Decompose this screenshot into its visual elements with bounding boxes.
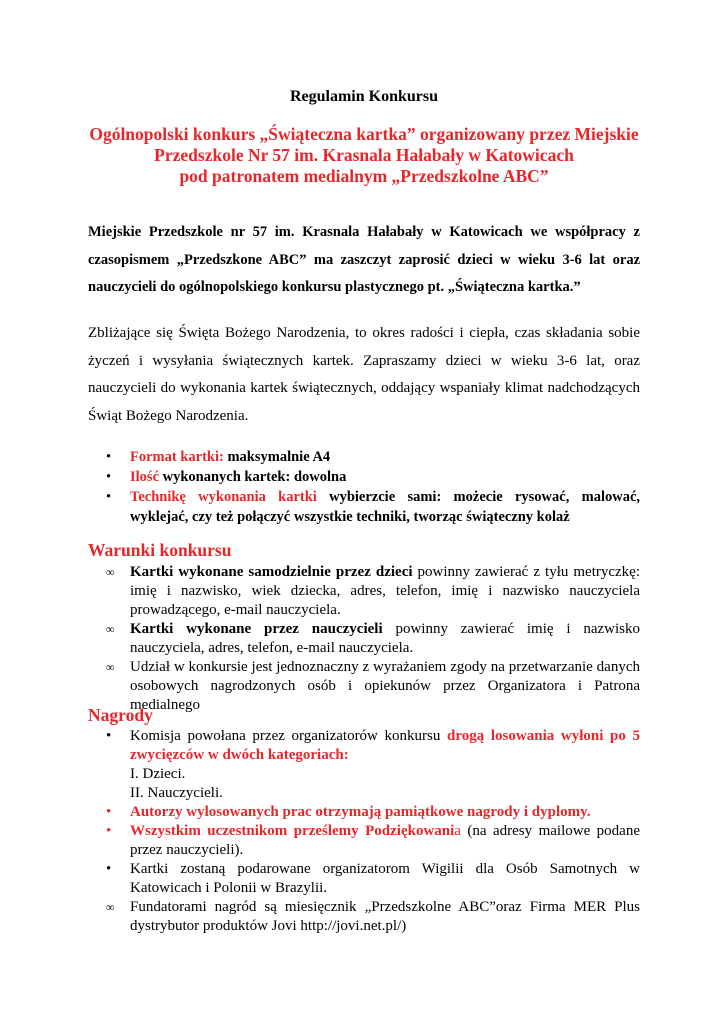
subtitle-line-1: Ogólnopolski konkurs „Świąteczna kartka” organizowany przez Miejskie — [89, 124, 639, 144]
subtitle-line-3: pod patronatem medialnym „Przedszkolne ABC” — [179, 166, 549, 186]
format-label: Format kartki: — [130, 449, 224, 465]
prize-donation-text: Kartki zostaną podarowane organizatorom Wigilii dla Osób Samotnych w Katowicach i Polonii w Brazylii. — [130, 861, 640, 896]
prize-awards-text: Autorzy wylosowanych prac otrzymają pamiątkowe nagrody i dyplomy. — [130, 804, 591, 820]
condition-text: powinny zawierać z tyłu metryczkę: imię i nazwisko, wiek dziecka, adres, telefon, imię i nazwisko nauczyciela prowadzącego, e-mail nauczyciela. — [130, 564, 641, 618]
prize-thanks-text: Wszystkim uczestnikom prześlemy Podziękowani — [130, 823, 455, 839]
prizes-heading: Nagrody — [88, 705, 153, 725]
category-children: I. Dzieci. — [130, 766, 186, 782]
condition-bold: Kartki wykonane samodzielnie przez dzieci — [130, 564, 413, 580]
list-item — [88, 822, 640, 860]
prize-text: Komisja powołana przez organizatorów konkursu — [130, 728, 448, 744]
card-format-list — [88, 447, 640, 527]
list-item — [88, 447, 640, 467]
bullet-marker: • — [106, 449, 112, 465]
list-item — [88, 487, 640, 527]
document-title: Regulamin Konkursu — [289, 88, 439, 105]
infinity-marker: ∞ — [106, 622, 115, 636]
infinity-marker: ∞ — [106, 565, 115, 579]
contest-subtitle — [88, 124, 640, 187]
conditions-heading: Warunki konkursu — [88, 540, 232, 560]
subtitle-line-2: Przedszkole Nr 57 im. Krasnala Hałabały w Katowicach — [154, 145, 574, 165]
conditions-list — [88, 563, 640, 715]
condition-text: Udział w konkursie jest jednoznaczny z wyrażaniem zgody na przetwarzanie danych osobowych nagrodzonych osób i opiekunów przez Organizatora i Patrona medialnego — [130, 659, 640, 713]
technique-label: Technikę wykonania kartki — [130, 489, 317, 505]
prizes-list — [88, 727, 640, 936]
list-item — [88, 803, 640, 822]
list-item — [88, 467, 640, 487]
category-teachers: II. Nauczycieli. — [130, 785, 223, 801]
bullet-marker: • — [106, 823, 112, 839]
quantity-label: Ilość — [130, 469, 159, 485]
list-item — [88, 658, 640, 715]
list-item — [88, 563, 640, 620]
infinity-marker: ∞ — [106, 660, 115, 674]
list-item — [88, 898, 640, 936]
prize-sponsors-text: Fundatorami nagród są miesięcznik „Przedszkolne ABC”oraz Firma MER Plus dystrybutor produktów Jovi http://jovi.net.pl/) — [130, 899, 640, 934]
prize-thanks-note: (na adresy mailowe podane przez nauczycieli). — [130, 823, 640, 858]
format-value: maksymalnie A4 — [223, 449, 331, 465]
condition-bold: Kartki wykonane przez nauczycieli — [130, 621, 383, 637]
condition-text: powinny zawierać imię i nazwisko nauczyciela, adres, telefon, e-mail nauczyciela. — [130, 621, 641, 656]
bullet-marker: • — [106, 469, 112, 485]
list-item — [88, 620, 640, 658]
bullet-marker: • — [106, 489, 112, 505]
bullet-marker: • — [106, 861, 112, 877]
infinity-marker: ∞ — [106, 900, 115, 914]
prize-thanks-suffix: a — [454, 823, 461, 839]
technique-value: wybierzcie sami: możecie rysować, malować, wyklejać, czy też połączyć wszystkie techniki, tworząc świąteczny kolaż — [130, 489, 641, 525]
list-item — [88, 727, 640, 803]
bullet-marker: • — [106, 728, 112, 744]
list-item — [88, 860, 640, 898]
description-paragraph: Zbliżające się Święta Bożego Narodzenia, to okres radości i ciepła, czas składania sobie życzeń i wysyłania świątecznych kartek. Zapraszamy dzieci w wieku 3-6 lat, oraz nauczycieli do wykonania kartek świątecznych, oddający wspaniały klimat nadchodzących Świąt Bożego Narodzenia. — [88, 325, 640, 424]
bullet-marker: • — [106, 804, 112, 820]
quantity-value: wykonanych kartek: dowolna — [159, 469, 347, 485]
prize-draw-text: drogą losowania wyłoni po 5 zwycięzców w dwóch kategoriach: — [130, 728, 640, 763]
intro-paragraph: Miejskie Przedszkole nr 57 im. Krasnala Hałabały w Katowicach we współpracy z czasopismem „Przedszkone ABC” ma zaszczyt zaprosić dzieci w wieku 3-6 lat oraz nauczycieli do ogólnopolskiego konkursu plastycznego pt. „Świąteczna kartka.” — [88, 224, 640, 295]
